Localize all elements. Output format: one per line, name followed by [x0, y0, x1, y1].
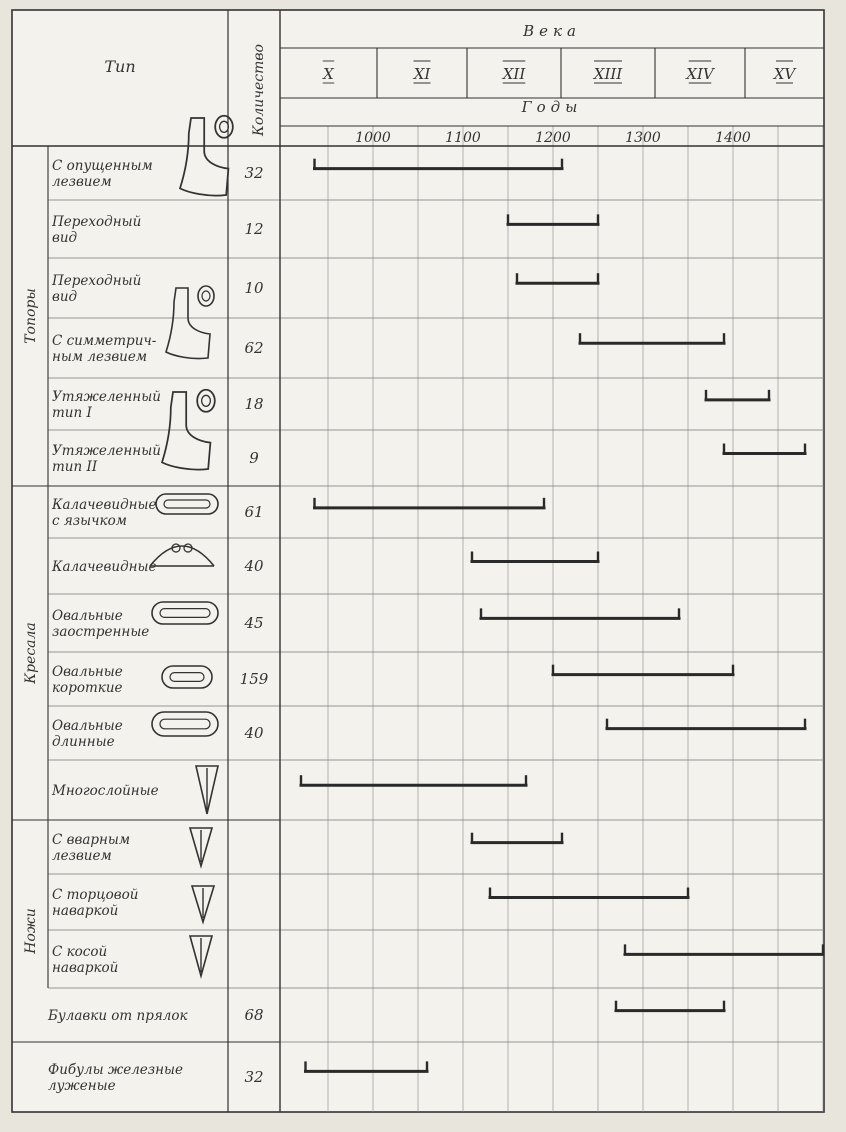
years-header: Годы: [521, 98, 583, 116]
century-label: X: [323, 65, 334, 83]
type-name: Утяжеленный: [52, 443, 161, 459]
count-value: 45: [244, 614, 264, 632]
group-label: Кресала: [23, 622, 39, 684]
count-value: 18: [244, 395, 264, 413]
group-label: Топоры: [23, 288, 39, 344]
type-name: короткие: [52, 680, 123, 696]
year-tick-label: 1000: [355, 130, 391, 146]
century-label: XV: [773, 65, 796, 83]
count-value: 12: [244, 220, 264, 238]
type-name: наваркой: [52, 903, 119, 919]
century-label: XII: [502, 65, 526, 83]
type-name: заостренные: [52, 624, 150, 640]
type-name: ным лезвием: [52, 349, 148, 365]
type-name: С опущенным: [52, 158, 153, 174]
count-value: 62: [244, 339, 264, 357]
count-header: Количество: [251, 44, 267, 136]
type-name: луженые: [48, 1078, 116, 1094]
century-label: XIII: [593, 65, 623, 83]
type-name: Овальные: [52, 664, 123, 680]
type-name: длинные: [52, 734, 115, 750]
type-name: тип II: [52, 459, 98, 475]
type-name: Переходный: [52, 273, 142, 289]
group-label: Ножи: [23, 908, 39, 954]
century-label: XIV: [686, 65, 714, 83]
type-name: Переходный: [52, 214, 142, 230]
count-value: 32: [244, 164, 264, 182]
type-name: вид: [52, 289, 78, 305]
type-name: Утяжеленный: [52, 389, 161, 405]
count-value: 9: [249, 449, 259, 467]
type-name: лезвием: [52, 848, 112, 864]
type-name: Фибулы железные: [48, 1062, 184, 1078]
type-name: С косой: [52, 944, 108, 960]
centuries-header: Века: [523, 22, 581, 40]
type-name: с язычком: [52, 513, 127, 529]
type-name: лезвием: [52, 174, 112, 190]
type-name: С торцовой: [52, 887, 139, 903]
type-name: Калачевидные: [52, 559, 157, 575]
count-value: 40: [244, 724, 264, 742]
count-value: 61: [244, 503, 264, 521]
type-name: Многослойные: [52, 783, 159, 799]
type-name: Калачевидные: [52, 497, 157, 513]
count-value: 40: [244, 557, 264, 575]
type-name: наваркой: [52, 960, 119, 976]
type-name: Булавки от прялок: [48, 1008, 188, 1024]
type-name: вид: [52, 230, 78, 246]
year-tick-label: 1200: [535, 130, 571, 146]
year-tick-label: 1100: [445, 130, 481, 146]
type-name: Овальные: [52, 718, 123, 734]
count-value: 10: [244, 279, 264, 297]
count-value: 159: [239, 670, 269, 688]
century-label: XI: [413, 65, 431, 83]
type-name: С вварным: [52, 832, 131, 848]
type-name: Овальные: [52, 608, 123, 624]
type-name: С симметрич-: [52, 333, 157, 349]
type-header: Тип: [104, 57, 136, 76]
year-tick-label: 1300: [625, 130, 661, 146]
type-name: тип I: [52, 405, 92, 421]
count-value: 32: [244, 1068, 264, 1086]
year-tick-label: 1400: [715, 130, 751, 146]
count-value: 68: [244, 1006, 264, 1024]
